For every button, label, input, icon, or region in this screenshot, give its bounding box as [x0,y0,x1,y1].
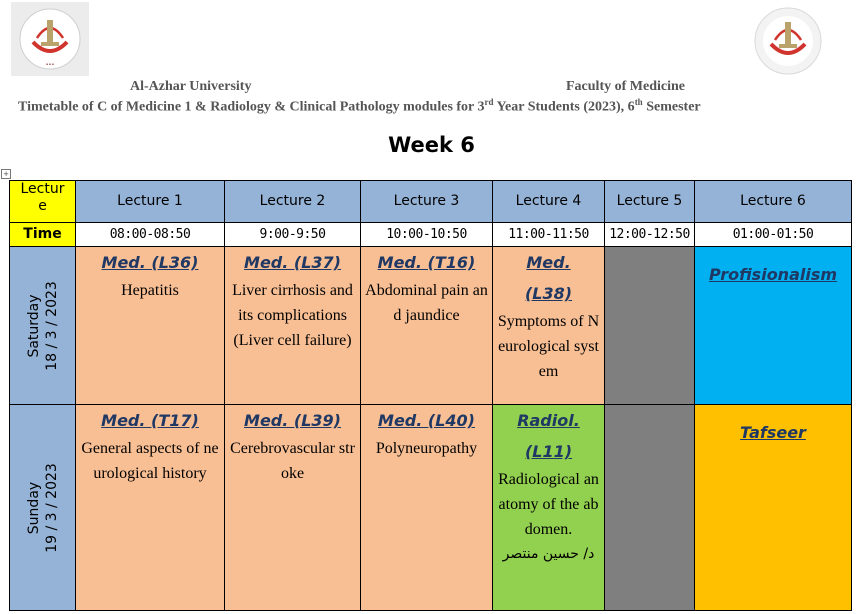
session-code: Med. [526,253,571,272]
timetable-title: Timetable of C of Medicine 1 & Radiology & Clinical Pathology modules for 3rd Year Students (2023), 6th Semester [18,97,701,115]
day-date: 18 / 3 / 2023 [43,280,60,371]
time-label: Time [10,223,76,247]
session-cell[interactable] [225,405,361,611]
time-slot-2: 9:00-9:50 [225,223,361,247]
time-slot-5: 12:00-12:50 [605,223,695,247]
week-title: Week 6 [388,133,475,157]
session-cell[interactable] [76,247,225,405]
session-code: (L38) [524,284,573,303]
faculty-logo-left-icon [11,2,89,76]
session-cell[interactable] [361,405,493,611]
session-cell[interactable] [76,405,225,611]
day-cell-saturday [10,247,76,405]
day-cell-sunday [10,405,76,611]
lecture-4-header: Lecture 4 [493,181,605,223]
session-code: Med. (L37) [244,253,341,272]
session-topic: Polyneuropathy [375,440,478,457]
session-topic: Radiological anatomy of the abdomen. [498,471,599,538]
time-row [10,223,852,247]
session-code: Med. (L39) [244,411,341,430]
session-topic: Abdominal pain and jaundice [365,282,488,324]
lecture-3-header: Lecture 3 [361,181,493,223]
session-cell[interactable] [225,247,361,405]
svg-text:•••: ••• [45,62,55,68]
session-title: Profisionalism [708,265,838,284]
session-code: Med. (L36) [101,253,199,272]
day-date: 19 / 3 / 2023 [43,462,60,553]
session-code: (L11) [524,442,573,461]
session-cell[interactable] [493,247,605,405]
day-row-saturday [10,247,852,405]
move-handle-icon[interactable]: + [1,169,11,179]
session-topic: Liver cirrhosis and its complications (Liver cell failure) [232,282,353,349]
lecture-corner-cell: Lectur e [10,181,76,223]
faculty-name: Faculty of Medicine [566,79,685,94]
day-name: Saturday [25,293,42,358]
time-slot-6: 01:00-01:50 [695,223,852,247]
session-topic: Symptoms of Neurological system [497,313,600,380]
session-cell[interactable] [695,405,852,611]
break-cell [605,405,695,611]
session-title: Tafseer [740,423,806,442]
lecture-6-header: Lecture 6 [695,181,852,223]
session-code: Med. (T16) [377,253,476,272]
session-cell[interactable] [361,247,493,405]
break-cell [605,247,695,405]
lecturer-name: د/ حسين منتصر [502,546,595,562]
time-slot-4: 11:00-11:50 [493,223,605,247]
time-slot-1: 08:00-08:50 [76,223,225,247]
lecture-2-header: Lecture 2 [225,181,361,223]
session-code: Med. (L40) [378,411,475,430]
lecture-5-header: Lecture 5 [605,181,695,223]
session-cell[interactable] [493,405,605,611]
lecture-header-row [10,181,852,223]
session-code: Med. (T17) [101,411,199,430]
session-topic: General aspects of neurological history [81,440,219,482]
session-code: Radiol. [517,411,580,430]
timetable [9,180,852,611]
session-topic: Hepatitis [121,282,179,299]
time-slot-3: 10:00-10:50 [361,223,493,247]
day-name: Sunday [25,481,42,534]
faculty-logo-right-icon [749,4,827,78]
lecture-1-header: Lecture 1 [76,181,225,223]
session-topic: Cerebrovascular stroke [230,440,355,482]
session-cell[interactable] [695,247,852,405]
day-row-sunday [10,405,852,611]
university-name: Al-Azhar University [130,79,252,94]
